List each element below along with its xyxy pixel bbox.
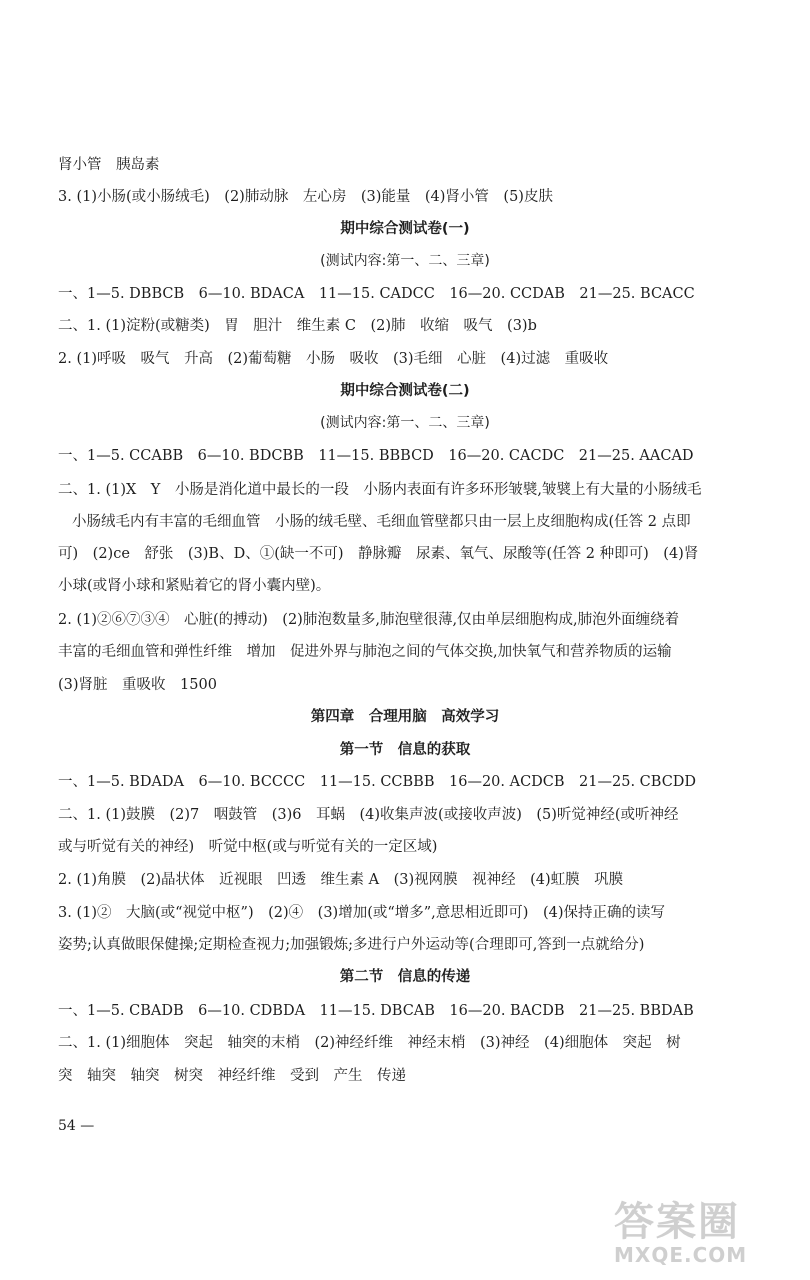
text-line: 二、1. (1)鼓膜 (2)7 咽鼓管 (3)6 耳蜗 (4)收集声波(或接收声波) (5)听觉神经(或听神经 [58,807,679,823]
text-line: 3. (1)小肠(或小肠绒毛) (2)肺动脉 左心房 (3)能量 (4)肾小管 (5)皮肤 [58,189,553,205]
text-line: 2. (1)②⑥⑦③④ 心脏(的搏动) (2)肺泡数量多,肺泡壁很薄,仅由单层细胞构成,肺泡外面缠绕着 [58,612,680,628]
text-line: 二、1. (1)细胞体 突起 轴突的末梢 (2)神经纤维 神经末梢 (3)神经 (4)细胞体 突起 树 [58,1035,681,1051]
chapter-title: 第四章 合理用脑 高效学习 [310,709,500,725]
text-line: 丰富的毛细血管和弹性纤维 增加 促进外界与肺泡之间的气体交换,加快氧气和营养物质的运输 [58,644,672,660]
text-line: 一、1—5. DBBCB 6—10. BDACA 11—15. CADCC 16—20. CCDAB 21—25. BCACC [58,286,695,302]
text-line: 二、1. (1)X Y 小肠是消化道中最长的一段 小肠内表面有许多环形皱襞,皱襞上有大量的小肠绒毛 [58,482,702,498]
section-subtitle: (测试内容:第一、二、三章) [320,415,490,431]
text-line: 2. (1)呼吸 吸气 升高 (2)葡萄糖 小肠 吸收 (3)毛细 心脏 (4)过滤 重吸收 [58,351,609,367]
text-line: (3)肾脏 重吸收 1500 [58,677,217,693]
section-title: 期中综合测试卷(二) [340,383,470,399]
text-line: 姿势;认真做眼保健操;定期检查视力;加强锻炼;多进行户外运动等(合理即可,答到一点就给分) [58,937,645,953]
text-line: 可) (2)ce 舒张 (3)B、D、①(缺一不可) 静脉瓣 尿素、氧气、尿酸等(任答 2 种即可) (4)肾 [58,546,699,562]
text-line: 二、1. (1)淀粉(或糖类) 胃 胆汁 维生素 C (2)肺 收缩 吸气 (3)b [58,318,537,334]
text-line: 小肠绒毛内有丰富的毛细血管 小肠的绒毛壁、毛细血管壁都只由一层上皮细胞构成(任答 2 点即 [72,514,691,530]
text-line: 小球(或肾小球和紧贴着它的肾小囊内壁)。 [58,578,331,594]
section-subtitle: (测试内容:第一、二、三章) [320,253,490,269]
text-line: 一、1—5. CCABB 6—10. BDCBB 11—15. BBBCD 16—20. CACDC 21—25. AACAD [58,448,694,464]
watermark-url: MXQE.COM [614,1243,748,1267]
text-line: 肾小管 胰岛素 [58,157,160,173]
watermark [614,1200,794,1270]
watermark-logo: 答案圈 [614,1199,740,1245]
text-line: 2. (1)角膜 (2)晶状体 近视眼 凹透 维生素 A (3)视网膜 视神经 (4)虹膜 巩膜 [58,872,624,888]
section-title: 期中综合测试卷(一) [340,221,470,237]
section-title: 第二节 信息的传递 [339,969,471,985]
page-number: 54 — [58,1118,95,1134]
section-title: 第一节 信息的获取 [339,742,471,758]
text-line: 3. (1)② 大脑(或“视觉中枢”) (2)④ (3)增加(或“增多”,意思相近即可) (4)保持正确的读写 [58,905,665,921]
text-line: 或与听觉有关的神经) 听觉中枢(或与听觉有关的一定区域) [58,839,438,855]
text-line: 一、1—5. BDADA 6—10. BCCCC 11—15. CCBBB 16—20. ACDCB 21—25. CBCDD [58,774,697,790]
text-line: 一、1—5. CBADB 6—10. CDBDA 11—15. DBCAB 16—20. BACDB 21—25. BBDAB [58,1003,694,1019]
text-line: 突 轴突 轴突 树突 神经纤维 受到 产生 传递 [58,1068,406,1084]
